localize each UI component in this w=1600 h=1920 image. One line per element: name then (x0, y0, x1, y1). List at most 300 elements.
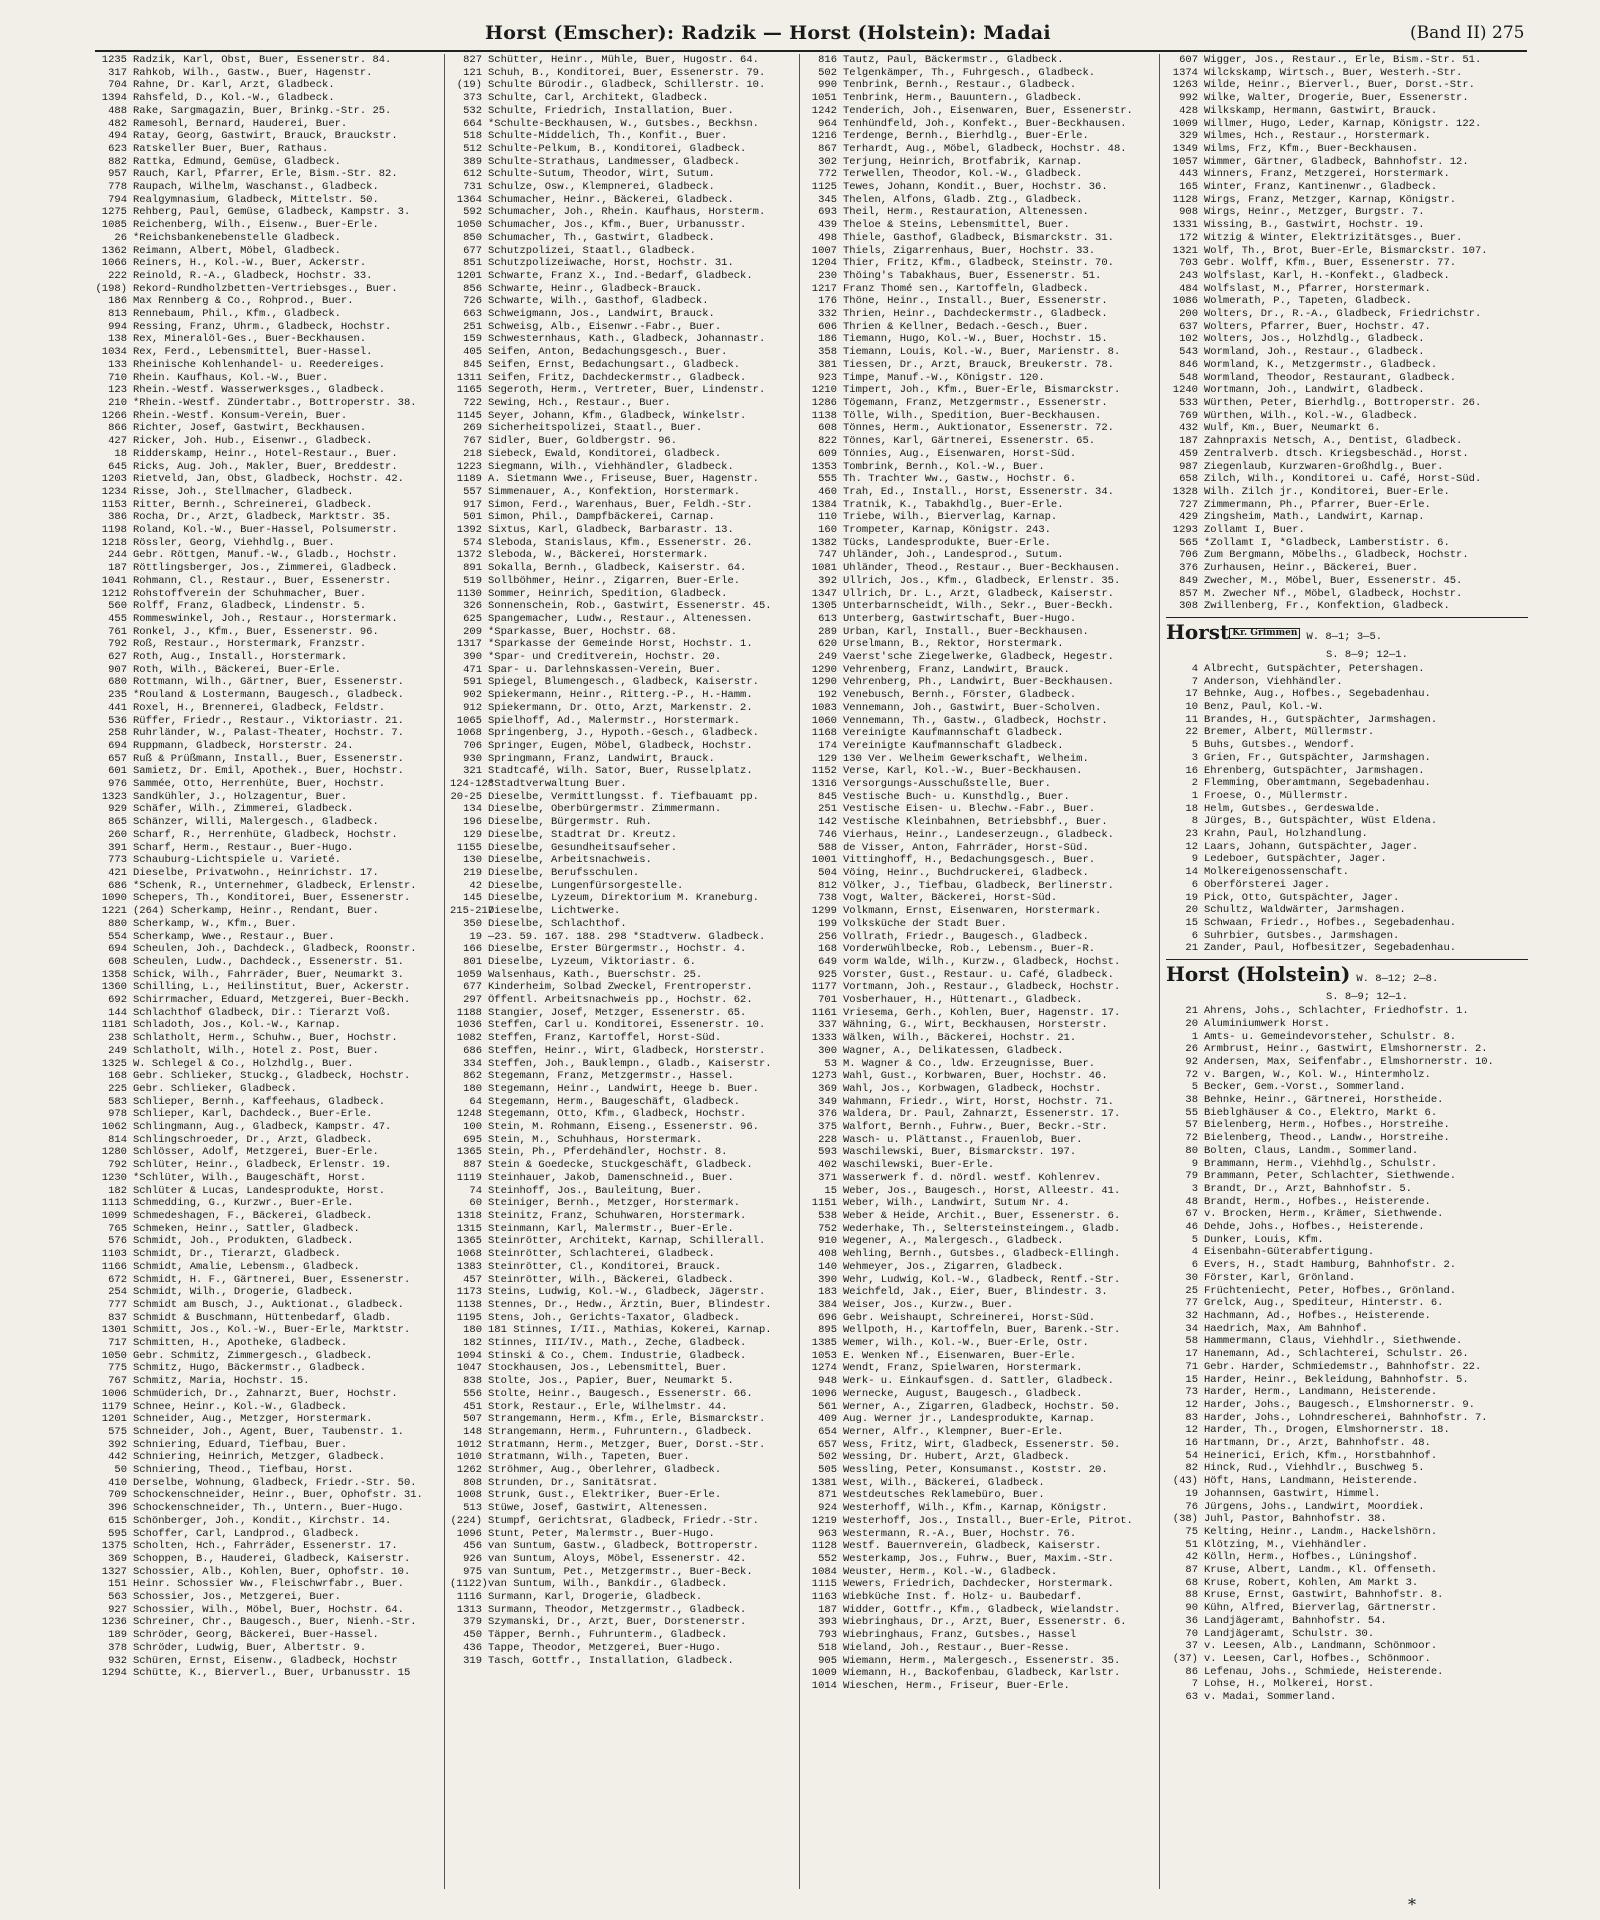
subscriber-text: Wimmer, Gärtner, Gladbeck, Bahnhofstr. 12. (1204, 155, 1469, 168)
directory-entry (1166, 1272, 1528, 1285)
subscriber-text: Rommeswinkel, Joh., Restaur., Horstermark. (133, 612, 398, 625)
subscriber-text: Becker, Gem.-Vorst., Sommerland. (1204, 1081, 1406, 1094)
phone-number: 1372 (456, 549, 482, 562)
directory-entry (450, 511, 790, 524)
subscriber-text: Schmidt, Dr., Tierarzt, Gladbeck. (133, 1248, 341, 1261)
subscriber-text: Scheulen, Joh., Dachdeck., Gladbeck, Roonstr. (133, 943, 417, 956)
directory-entry (450, 384, 790, 397)
subscriber-text: Winners, Franz, Metzgerei, Horstermark. (1204, 168, 1450, 181)
directory-entry (1166, 1691, 1528, 1704)
phone-number: 1216 (811, 130, 837, 143)
phone-number: 390 (818, 1273, 837, 1286)
phone-number: 627 (108, 651, 127, 664)
subscriber-text: Volksküche der Stadt Buer. (843, 917, 1007, 930)
directory-entry (95, 1629, 435, 1642)
phone-number: 19 (1185, 1487, 1198, 1500)
directory-entry (805, 181, 1150, 194)
subscriber-text: Rietveld, Jan, Obst, Gladbeck, Hochstr. 42. (133, 473, 404, 486)
directory-entry (805, 1096, 1150, 1109)
subscriber-text: Tögemann, Franz, Metzgermstr., Essenerstr. (843, 396, 1108, 409)
phone-number: 701 (818, 994, 837, 1007)
subscriber-text: Waschilewski, Buer, Bismarckstr. 197. (843, 1146, 1077, 1159)
directory-entry (95, 676, 435, 689)
directory-entry (805, 1159, 1150, 1172)
phone-number: 210 (108, 396, 127, 409)
directory-entry (95, 1121, 435, 1134)
phone-number: 1353 (811, 460, 837, 473)
phone-number: 187 (1179, 435, 1198, 448)
subscriber-text: Schlüter & Lucas, Landesprodukte, Horst. (133, 1184, 386, 1197)
phone-number: 1041 (101, 574, 127, 587)
directory-entry (450, 1134, 790, 1147)
phone-number: 20 (1185, 1017, 1198, 1030)
phone-number: 649 (818, 955, 837, 968)
directory-entry (450, 1312, 790, 1325)
subscriber-text: *Sparkasse, Buer, Hochstr. 68. (488, 625, 678, 638)
phone-number: 1152 (811, 765, 837, 778)
directory-entry (95, 1464, 435, 1477)
directory-entry (1166, 1246, 1528, 1259)
subscriber-text: Stolte, Jos., Papier, Buer, Neumarkt 5. (488, 1375, 734, 1388)
directory-entry (95, 829, 435, 842)
phone-number: 138 (108, 333, 127, 346)
subscriber-text: Ehrenberg, Gutspächter, Jarmshagen. (1204, 764, 1425, 777)
phone-number: 376 (1179, 562, 1198, 575)
phone-number: 1365 (456, 1235, 482, 1248)
phone-number: 1060 (811, 714, 837, 727)
subscriber-text: 181 Stinnes, I/II., Mathias, Kokerei, Karnap. (488, 1324, 772, 1337)
directory-entry (805, 1401, 1150, 1414)
phone-number: 601 (108, 765, 127, 778)
directory-entry (1166, 904, 1528, 917)
subscriber-text: Ronkel, J., Kfm., Buer, Essenerstr. 96. (133, 625, 379, 638)
locality-entries (1166, 663, 1528, 955)
phone-number: 1036 (456, 1019, 482, 1032)
phone-number: 792 (108, 638, 127, 651)
directory-entry (450, 1235, 790, 1248)
directory-entry (95, 1604, 435, 1617)
directory-entry (450, 562, 790, 575)
phone-number: 308 (1179, 600, 1198, 613)
phone-number: 345 (818, 193, 837, 206)
directory-entry (95, 956, 435, 969)
directory-entry (450, 1413, 790, 1426)
phone-number: 856 (463, 282, 482, 295)
subscriber-text: Wolf, Th., Brot, Buer-Erle, Bismarckstr. 107. (1204, 244, 1488, 257)
directory-entry (805, 461, 1150, 474)
directory-entry (1166, 1056, 1528, 1069)
directory-entry (95, 867, 435, 880)
subscriber-text: Theloe & Steins, Lebensmittel, Buer. (843, 219, 1070, 232)
subscriber-text: v. Brocken, Herm., Krämer, Siethwende. (1204, 1208, 1444, 1221)
phone-number: 222 (108, 269, 127, 282)
directory-entry (1166, 777, 1528, 790)
directory-entry (450, 1223, 790, 1236)
directory-entry (1166, 1031, 1528, 1044)
phone-number: 767 (463, 435, 482, 448)
phone-number: 254 (108, 1286, 127, 1299)
subscriber-text: Vriesema, Gerh., Kohlen, Buer, Hagenstr. 17. (843, 1006, 1121, 1019)
subscriber-text: Th. Trachter Ww., Gastw., Hochstr. 6. (843, 473, 1077, 486)
directory-entry (95, 1058, 435, 1071)
directory-entry (95, 715, 435, 728)
phone-number: 15 (1185, 917, 1198, 929)
phone-number: 1082 (456, 1032, 482, 1045)
phone-number: 812 (818, 879, 837, 892)
phone-number: 1201 (456, 269, 482, 282)
subscriber-text: Juhl, Pastor, Bahnhofstr. 38. (1204, 1513, 1387, 1526)
directory-entry (805, 384, 1150, 397)
phone-number: 637 (1179, 320, 1198, 333)
subscriber-text: Rottmann, Wilh., Gärtner, Buer, Essenerstr. (133, 676, 404, 689)
phone-number: 1084 (811, 1565, 837, 1578)
phone-number: 1168 (811, 727, 837, 740)
directory-entry (805, 1197, 1150, 1210)
phone-number: 396 (108, 1502, 127, 1515)
phone-number: 51 (1185, 1538, 1198, 1551)
subscriber-text: Zimmermann, Ph., Pfarrer, Buer-Erle. (1204, 498, 1431, 511)
directory-entry (450, 194, 790, 207)
phone-number: 792 (108, 1159, 127, 1172)
phone-number: 504 (818, 867, 837, 879)
phone-number: 228 (818, 1133, 837, 1146)
directory-entry (95, 1159, 435, 1172)
directory-entry (450, 499, 790, 512)
directory-entry (450, 1350, 790, 1363)
subscriber-text: Siegmann, Wilh., Viehhändler, Gladbeck. (488, 460, 734, 473)
directory-entry (450, 143, 790, 156)
subscriber-text: Siebeck, Ewald, Konditorei, Gladbeck. (488, 447, 722, 460)
subscriber-text: Schauburg-Lichtspiele u. Varieté. (133, 854, 341, 867)
subscriber-text: Volkmann, Ernst, Eisenwaren, Horstermark. (843, 905, 1102, 918)
phone-number: 574 (463, 536, 482, 549)
subscriber-text: Gebr. Weishaupt, Schreinerei, Horst-Süd. (843, 1311, 1096, 1324)
phone-number: 1034 (101, 346, 127, 359)
phone-number: 772 (818, 168, 837, 181)
subscriber-text: Wiemann, Herm., Malergesch., Essenerstr. 35. (843, 1654, 1121, 1667)
directory-entry (1166, 1335, 1528, 1348)
phone-number: 1383 (456, 1260, 482, 1273)
phone-number: 775 (108, 1362, 127, 1375)
directory-entry (450, 1083, 790, 1096)
subscriber-text: Wasch- u. Plättanst., Frauenlob, Buer. (843, 1133, 1083, 1146)
phone-number: 319 (463, 1654, 482, 1667)
subscriber-text: Timpert, Joh., Kfm., Buer-Erle, Bismarckstr. (843, 384, 1121, 397)
subscriber-text: Wellpoth, H., Kartoffeln, Buer, Barenk.-Str. (843, 1324, 1121, 1337)
directory-entry (805, 1019, 1150, 1032)
phone-number: 1165 (456, 384, 482, 397)
directory-entry (95, 92, 435, 105)
directory-entry (95, 206, 435, 219)
directory-entry (450, 1185, 790, 1198)
directory-entry (450, 67, 790, 80)
phone-number: 71 (1185, 1360, 1198, 1373)
phone-number: 1262 (456, 1464, 482, 1477)
subscriber-text: Uhländer, Joh., Landesprod., Sutum. (843, 549, 1064, 562)
directory-entry (450, 1616, 790, 1629)
phone-number: 5 (1191, 1081, 1198, 1094)
subscriber-text: Schlatholt, Herm., Schuhw., Buer, Hochstr. (133, 1032, 398, 1045)
phone-number: 455 (108, 612, 127, 625)
phone-number: 1240 (1172, 384, 1198, 397)
subscriber-text: Dehde, Johs., Hofbes., Heisterende. (1204, 1221, 1425, 1234)
phone-number: 244 (108, 549, 127, 562)
phone-number: 813 (108, 308, 127, 321)
phone-number: 1113 (101, 1197, 127, 1210)
directory-entry (95, 143, 435, 156)
phone-number: 17 (1185, 1348, 1198, 1361)
directory-entry (95, 410, 435, 423)
phone-number: 677 (463, 244, 482, 257)
directory-entry (805, 1477, 1150, 1490)
phone-number: 326 (463, 600, 482, 613)
phone-number: 350 (463, 917, 482, 930)
subscriber-text: Trah, Ed., Install., Horst, Essenerstr. 34. (843, 485, 1114, 498)
directory-entry (95, 1362, 435, 1375)
directory-entry (450, 727, 790, 740)
directory-entry (1166, 1145, 1528, 1158)
directory-entry (805, 1680, 1150, 1693)
subscriber-text: Dieselbe, Schlachthof. (488, 917, 627, 930)
directory-entry (95, 1096, 435, 1109)
phone-number: 389 (463, 155, 482, 168)
directory-entry (95, 194, 435, 207)
phone-number: 168 (818, 943, 837, 956)
subscriber-text: Wolmerath, P., Tapeten, Gladbeck. (1204, 295, 1412, 308)
phone-number: 607 (1179, 54, 1198, 66)
directory-entry (805, 918, 1150, 931)
directory-entry (805, 600, 1150, 613)
directory-entry (450, 448, 790, 461)
directory-entry (95, 1134, 435, 1147)
subscriber-text: Schossier, Alb., Kohlen, Buer, Ophofstr. 10. (133, 1565, 411, 1578)
phone-number: 1204 (811, 257, 837, 270)
subscriber-text: Wahmann, Friedr., Wirt, Horst, Hochstr. 71. (843, 1095, 1114, 1108)
subscriber-text: Tiemann, Hugo, Kol.-W., Buer, Hochstr. 15. (843, 333, 1108, 346)
directory-entry (450, 1337, 790, 1350)
subscriber-text: Bremer, Albert, Müllermstr. (1204, 726, 1375, 739)
subscriber-text: Würthen, Peter, Bierhdlg., Bottroperstr. 26. (1204, 396, 1482, 409)
phone-number: 1050 (456, 219, 482, 232)
subscriber-text: Schladoth, Jos., Kol.-W., Karnap. (133, 1019, 341, 1032)
phone-number: 905 (818, 1654, 837, 1667)
phone-number: 289 (818, 625, 837, 638)
phone-number: 658 (1179, 473, 1198, 486)
directory-entry (805, 359, 1150, 372)
subscriber-text: Westerhoff, Jos., Install., Buer-Erle, Pitrot. (843, 1514, 1133, 1527)
subscriber-text: Stennes, Dr., Hedw., Ärztin, Buer, Blindestr. (488, 1298, 772, 1311)
subscriber-text: *Schulte-Beckhausen, W., Gutsbes., Beckhsn. (488, 117, 759, 130)
directory-entry (450, 613, 790, 626)
directory-entry (1166, 422, 1528, 435)
subscriber-text: Steinrötter, Schlachterei, Gladbeck. (488, 1248, 715, 1261)
directory-entry (805, 1134, 1150, 1147)
subscriber-text: de Visser, Anton, Fahrräder, Horst-Süd. (843, 841, 1089, 854)
directory-entry (450, 181, 790, 194)
directory-entry (450, 829, 790, 842)
phone-number: 978 (108, 1108, 127, 1121)
phone-number: 822 (818, 435, 837, 448)
phone-number: 369 (108, 1552, 127, 1565)
subscriber-text: West, Wilh., Bäckerei, Gladbeck. (843, 1476, 1045, 1489)
subscriber-text: Schulze, Osw., Klempnerei, Gladbeck. (488, 181, 715, 194)
directory-entry (450, 1388, 790, 1401)
phone-number: 543 (1179, 346, 1198, 359)
directory-entry (95, 346, 435, 359)
service-hours-sunday: S. 8—9; 12—1. (1326, 991, 1408, 1004)
directory-entry (95, 511, 435, 524)
directory-entry (805, 727, 1150, 740)
phone-number: 218 (463, 447, 482, 460)
subscriber-text: Westerkamp, Jos., Fuhrw., Buer, Maxim.-Str. (843, 1552, 1114, 1565)
subscriber-text: Ridderskamp, Heinr., Hotel-Restaur., Buer. (133, 447, 398, 460)
directory-entry (450, 168, 790, 181)
subscriber-text: Wasserwerk f. d. nördl. westf. Kohlenrev. (843, 1171, 1102, 1184)
phone-number: 484 (1179, 282, 1198, 295)
phone-number: 3 (1191, 1182, 1198, 1195)
phone-number: 576 (108, 1235, 127, 1248)
subscriber-text: Sollböhmer, Heinr., Zigarren, Buer-Erle. (488, 574, 741, 587)
directory-entry (805, 499, 1150, 512)
phone-number: 4 (1191, 1246, 1198, 1259)
phone-number: 1138 (811, 409, 837, 422)
phone-number: 1381 (811, 1476, 837, 1489)
subscriber-text: Rahkob, Wilh., Gastw., Buer, Hagenstr. (133, 66, 373, 79)
subscriber-text: Landjägeramt, Bahnhofstr. 54. (1204, 1614, 1387, 1627)
subscriber-text: Wähning, G., Wirt, Beckhausen, Horsterstr. (843, 1019, 1108, 1032)
phone-number: 196 (463, 816, 482, 829)
directory-entry (95, 842, 435, 855)
subscriber-text: Roland, Kol.-W., Buer-Hassel, Polsumerstr. (133, 524, 398, 537)
subscriber-text: Buhs, Gutsbes., Wendorf. (1204, 739, 1356, 752)
subscriber-text: Ullrich, Dr. L., Arzt, Gladbeck, Kaiserstr. (843, 587, 1114, 600)
phone-number: 654 (818, 1425, 837, 1438)
directory-entry (450, 359, 790, 372)
subscriber-text: Benz, Paul, Kol.-W. (1204, 701, 1324, 714)
phone-number: 410 (108, 1476, 127, 1489)
directory-entry (805, 702, 1150, 715)
subscriber-text: Schmitt, Jos., Kol.-W., Buer-Erle, Marktstr. (133, 1324, 411, 1337)
phone-number: 912 (463, 701, 482, 714)
directory-entry (1166, 511, 1528, 524)
phone-number: 620 (818, 638, 837, 651)
directory-entry (450, 1477, 790, 1490)
phone-number: 926 (463, 1552, 482, 1565)
phone-number: 369 (818, 1082, 837, 1095)
directory-entry (95, 575, 435, 588)
subscriber-text: Schlachthof Gladbeck, Dir.: Tierarzt Voß. (133, 1006, 392, 1019)
directory-entry (1166, 486, 1528, 499)
subscriber-text: Werner, A., Zigarren, Gladbeck, Hochstr. 50. (843, 1400, 1121, 1413)
subscriber-text: v. Madai, Sommerland. (1204, 1691, 1337, 1704)
subscriber-text: Tenbrink, Bernh., Restaur., Gladbeck. (843, 79, 1077, 92)
phone-number: 8 (1191, 815, 1198, 828)
phone-number: 957 (108, 168, 127, 181)
phone-number: 73 (1185, 1386, 1198, 1399)
phone-number: 1057 (1172, 155, 1198, 168)
directory-entry (95, 1388, 435, 1401)
phone-number: 672 (108, 1273, 127, 1286)
directory-entry (95, 1007, 435, 1020)
subscriber-text: Unterberg, Gastwirtschaft, Buer-Hugo. (843, 612, 1077, 625)
subscriber-text: Wegener, A., Malergesch., Gladbeck. (843, 1235, 1064, 1248)
directory-entry (805, 1667, 1150, 1680)
directory-entry (450, 651, 790, 664)
subscriber-text: Thöing's Tabakhaus, Buer, Essenerstr. 51. (843, 269, 1102, 282)
subscriber-text: Schweisg, Alb., Eisenwr.-Fabr., Buer. (488, 320, 722, 333)
directory-entry (805, 1350, 1150, 1363)
directory-entry (805, 1451, 1150, 1464)
directory-entry (1166, 1374, 1528, 1387)
directory-entry (450, 1591, 790, 1604)
directory-entry (95, 473, 435, 486)
subscriber-text: Thrien, Heinr., Dachdeckermstr., Gladbeck. (843, 308, 1108, 321)
directory-entry (805, 1540, 1150, 1553)
subscriber-text: Steffen, Carl u. Konditorei, Essenerstr. 10. (488, 1019, 766, 1032)
directory-entry (95, 321, 435, 334)
subscriber-text: Ricker, Joh. Hub., Eisenwr., Gladbeck. (133, 435, 373, 448)
subscriber-text: Steinmann, Karl, Malermstr., Buer-Erle. (488, 1222, 734, 1235)
directory-entry (805, 1591, 1150, 1604)
directory-entry (95, 1248, 435, 1261)
subscriber-text: Aug. Werner jr., Landesprodukte, Karnap. (843, 1413, 1096, 1426)
phone-number: 187 (818, 1603, 837, 1616)
subscriber-text: Sicherheitspolizei, Staatl., Buer. (488, 422, 703, 435)
subscriber-text: Max Rennberg & Co., Rohprod., Buer. (133, 295, 354, 308)
phone-number: 391 (108, 841, 127, 854)
phone-number: 260 (108, 828, 127, 841)
directory-entry (95, 753, 435, 766)
phone-number: 32 (1185, 1309, 1198, 1322)
subscriber-text: (264) Scherkamp, Heinr., Rendant, Buer. (133, 905, 379, 918)
phone-number: 375 (818, 1121, 837, 1134)
phone-number: 83 (1185, 1411, 1198, 1424)
directory-column-2 (450, 54, 790, 1889)
subscriber-text: Rohmann, Cl., Restaur., Buer, Essenerstr. (133, 574, 392, 587)
directory-entry (805, 676, 1150, 689)
directory-entry (95, 283, 435, 296)
phone-number: 1047 (456, 1362, 482, 1375)
phone-number: 814 (108, 1133, 127, 1146)
subscriber-text: Stegemann, Heinr., Landwirt, Heege b. Buer. (488, 1082, 759, 1095)
directory-entry (805, 562, 1150, 575)
directory-entry (805, 1248, 1150, 1261)
subscriber-text: Wewers, Friedrich, Dachdecker, Horstermark. (843, 1578, 1114, 1591)
directory-entry (450, 1528, 790, 1541)
directory-entry (1166, 524, 1528, 537)
subscriber-text: Vennemann, Th., Gastw., Gladbeck, Hochstr. (843, 714, 1108, 727)
phone-number: 1223 (456, 460, 482, 473)
directory-entry (450, 969, 790, 982)
subscriber-text: Schoppen, B., Hauderei, Gladbeck, Kaiserstr. (133, 1552, 411, 1565)
directory-entry (95, 333, 435, 346)
directory-entry (450, 1172, 790, 1185)
phone-number: 7 (1191, 1678, 1198, 1691)
phone-number: 441 (108, 701, 127, 714)
subscriber-text: Schmitten, H., Apotheke, Gladbeck. (133, 1337, 348, 1350)
subscriber-text: Tiessen, Dr., Arzt, Brauck, Breukerstr. 78. (843, 358, 1114, 371)
directory-entry (805, 816, 1150, 829)
subscriber-text: A. Sietmann Wwe., Friseuse, Buer, Hagenstr. (488, 473, 759, 486)
subscriber-text: Rhein. Kaufhaus, Kol.-W., Buer. (133, 371, 329, 384)
directory-entry (805, 435, 1150, 448)
phone-number: 123 (108, 384, 127, 397)
directory-entry (805, 1312, 1150, 1325)
subscriber-text: Strunk, Gust., Elektriker, Buer-Erle. (488, 1489, 722, 1502)
directory-entry (95, 689, 435, 702)
phone-number: 1375 (101, 1540, 127, 1553)
subscriber-text: Froese, O., Müllermstr. (1204, 789, 1349, 802)
